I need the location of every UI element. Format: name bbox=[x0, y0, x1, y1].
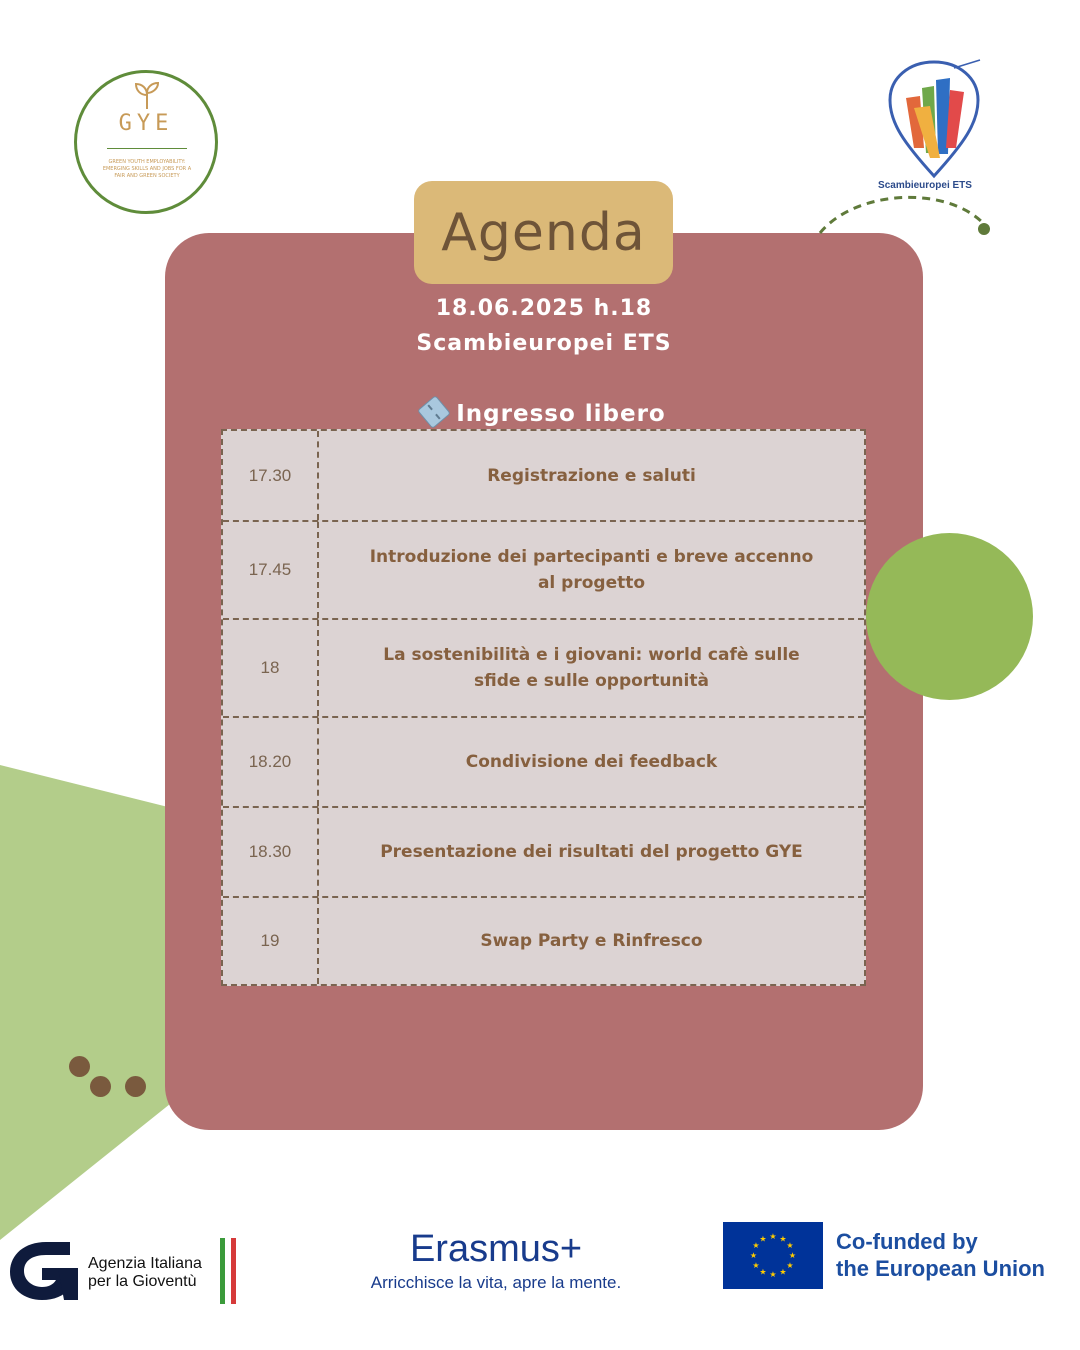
page-title: Agenda bbox=[441, 202, 646, 263]
svg-text:★: ★ bbox=[779, 1267, 787, 1277]
entry-text: Ingresso libero bbox=[456, 401, 666, 427]
table-row bbox=[223, 431, 864, 520]
decorative-dashed-arc bbox=[815, 185, 995, 240]
table-row bbox=[223, 520, 864, 618]
svg-text:★: ★ bbox=[749, 1251, 758, 1260]
table-row bbox=[223, 806, 864, 896]
time-cell: 18 bbox=[223, 620, 319, 716]
eu-flag-icon bbox=[723, 1222, 823, 1289]
scambieuropei-logo-text: Scambieuropei ETS bbox=[878, 180, 972, 191]
table-row bbox=[223, 896, 864, 984]
activity-cell: Introduzione dei partecipanti e breve accenno al progetto bbox=[369, 547, 814, 593]
event-date: 18.06.2025 h.18 bbox=[435, 296, 653, 321]
time-cell: 18.30 bbox=[223, 808, 319, 896]
svg-text:★: ★ bbox=[786, 1261, 794, 1270]
time-cell: 19 bbox=[223, 898, 319, 984]
agi-line-1: Agenzia Italiana bbox=[88, 1255, 202, 1272]
gye-logo bbox=[74, 70, 218, 214]
event-organizer: Scambieuropei ETS bbox=[416, 331, 672, 356]
svg-text:★: ★ bbox=[752, 1261, 760, 1270]
eu-line-2: the European Union bbox=[836, 1256, 1045, 1281]
erasmus-logo bbox=[356, 1228, 636, 1293]
table-row bbox=[223, 618, 864, 716]
italian-flag-icon bbox=[220, 1238, 236, 1304]
time-cell: 17.30 bbox=[223, 431, 319, 520]
activity-cell: Swap Party e Rinfresco bbox=[480, 931, 703, 951]
gye-logo-subtitle: GREEN YOUTH EMPLOYABILITY: EMERGING SKILLS AND JOBS FOR A FAIR AND GREEN SOCIETY bbox=[102, 159, 192, 179]
decorative-dot bbox=[125, 1076, 146, 1097]
erasmus-tagline: Arricchisce la vita, apre la mente. bbox=[370, 1273, 622, 1292]
agi-logo-text bbox=[88, 1255, 202, 1291]
svg-text:★: ★ bbox=[759, 1234, 767, 1244]
erasmus-name: Erasmus+ bbox=[409, 1228, 583, 1270]
eu-cofunded-text bbox=[836, 1228, 1045, 1282]
agi-logo-mark bbox=[8, 1238, 78, 1303]
svg-text:★: ★ bbox=[788, 1251, 797, 1260]
activity-cell: Presentazione dei risultati del progetto GYE bbox=[380, 842, 803, 862]
time-cell: 17.45 bbox=[223, 522, 319, 618]
agi-line-2: per la Gioventù bbox=[88, 1273, 197, 1290]
activity-cell: Condivisione dei feedback bbox=[465, 752, 718, 772]
time-cell: 18.20 bbox=[223, 718, 319, 806]
eu-line-1: Co-funded by bbox=[836, 1229, 978, 1254]
decorative-green-circle bbox=[866, 533, 1033, 700]
agenda-title-badge bbox=[414, 181, 673, 284]
agenda-table bbox=[221, 429, 866, 986]
svg-text:★: ★ bbox=[786, 1241, 794, 1250]
decorative-dot bbox=[90, 1076, 111, 1097]
activity-cell: La sostenibilità e i giovani: world cafè sulle sfide e sulle opportunità bbox=[383, 645, 800, 691]
scambieuropei-logo bbox=[884, 58, 984, 198]
svg-text:★: ★ bbox=[769, 1270, 777, 1279]
ticket-icon bbox=[417, 395, 451, 429]
svg-text:★: ★ bbox=[769, 1232, 777, 1241]
gye-logo-title: GYE bbox=[118, 111, 174, 136]
table-row bbox=[223, 716, 864, 806]
divider bbox=[107, 148, 187, 149]
svg-text:★: ★ bbox=[752, 1241, 760, 1250]
activity-cell: Registrazione e saluti bbox=[487, 465, 696, 486]
svg-text:★: ★ bbox=[759, 1267, 767, 1277]
svg-text:★: ★ bbox=[779, 1234, 787, 1244]
sprout-icon bbox=[132, 81, 162, 109]
entry-info bbox=[165, 400, 923, 427]
decorative-dot bbox=[69, 1056, 90, 1077]
